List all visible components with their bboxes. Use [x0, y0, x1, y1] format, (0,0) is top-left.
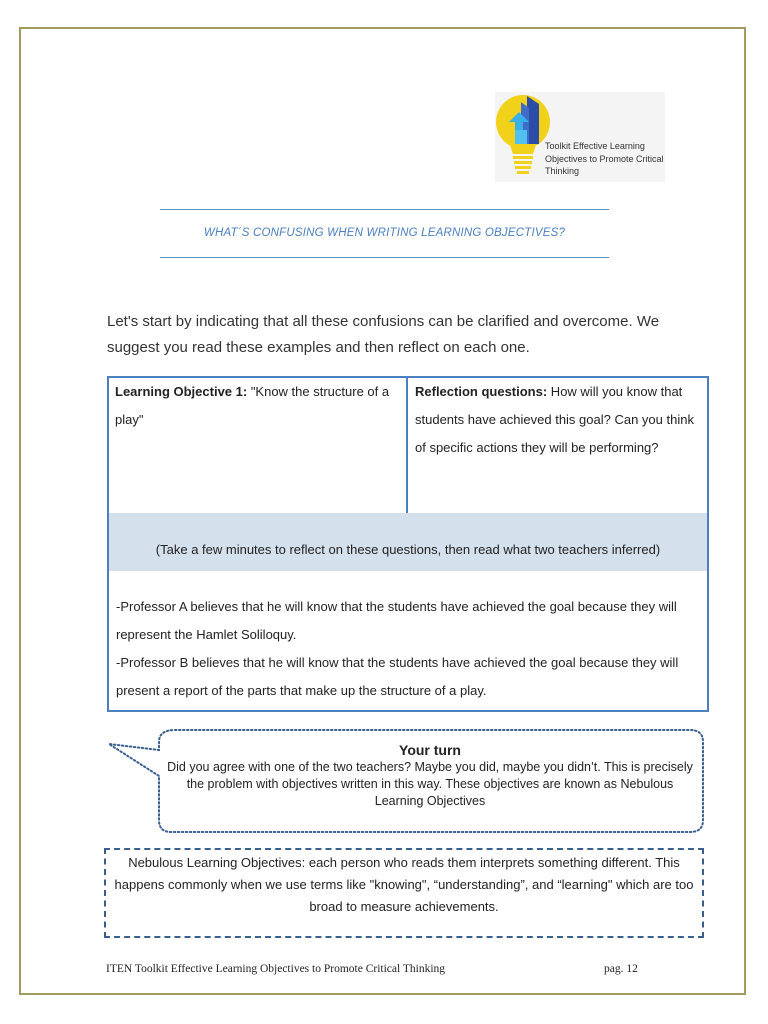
- reflection-cell: [408, 378, 707, 513]
- heading-rule-bottom: [160, 257, 609, 258]
- objective-label: Learning Objective 1:: [115, 384, 248, 399]
- callout-title: Your turn: [399, 742, 461, 758]
- reflection-text: How will you know that students have achieved this goal? Can you think of specific actions they will be performing?: [415, 384, 694, 455]
- footer-title: ITEN Toolkit Effective Learning Objectives to Promote Critical Thinking: [106, 963, 446, 975]
- callout-body: [165, 742, 695, 810]
- callout-text: Did you agree with one of the two teachers? Maybe you did, maybe you didn’t. This is precisely the problem with objectives written in this way. These objectives are known as Nebulous Learning Objectives: [167, 760, 693, 808]
- reflection-band: (Take a few minutes to reflect on these questions, then read what two teachers inferred): [109, 513, 707, 571]
- heading-rule-top: [160, 209, 609, 210]
- intro-paragraph: Let's start by indicating that all these confusions can be clarified and overcome. We suggest you read these examples and then reflect on each one.: [107, 313, 660, 356]
- objective-text: "Know the structure of a play": [115, 384, 390, 427]
- section-heading: WHAT´S CONFUSING WHEN WRITING LEARNING OBJECTIVES?: [203, 227, 566, 239]
- professors-cell: [109, 593, 707, 705]
- reflection-label: Reflection questions:: [415, 384, 548, 399]
- page-number: pag. 12: [604, 963, 638, 975]
- logo-text: Toolkit Effective Learning Objectives to Promote Critical Thinking: [545, 141, 664, 176]
- objective-cell: [109, 378, 408, 513]
- note-box: Nebulous Learning Objectives: each person who reads them interprets something different. This happens commonly when we use terms like "knowing", “understanding”, and “learning" which are too broad to measure achievements.: [104, 848, 704, 938]
- professor-b-text: -Professor B believes that he will know that the students have achieved the goal because they will present a report of the parts that make up the structure of a play.: [116, 655, 679, 698]
- professor-a-text: -Professor A believes that he will know that the students have achieved the goal because they will represent the Hamlet Soliloquy.: [116, 599, 677, 642]
- objective-table: [107, 376, 709, 712]
